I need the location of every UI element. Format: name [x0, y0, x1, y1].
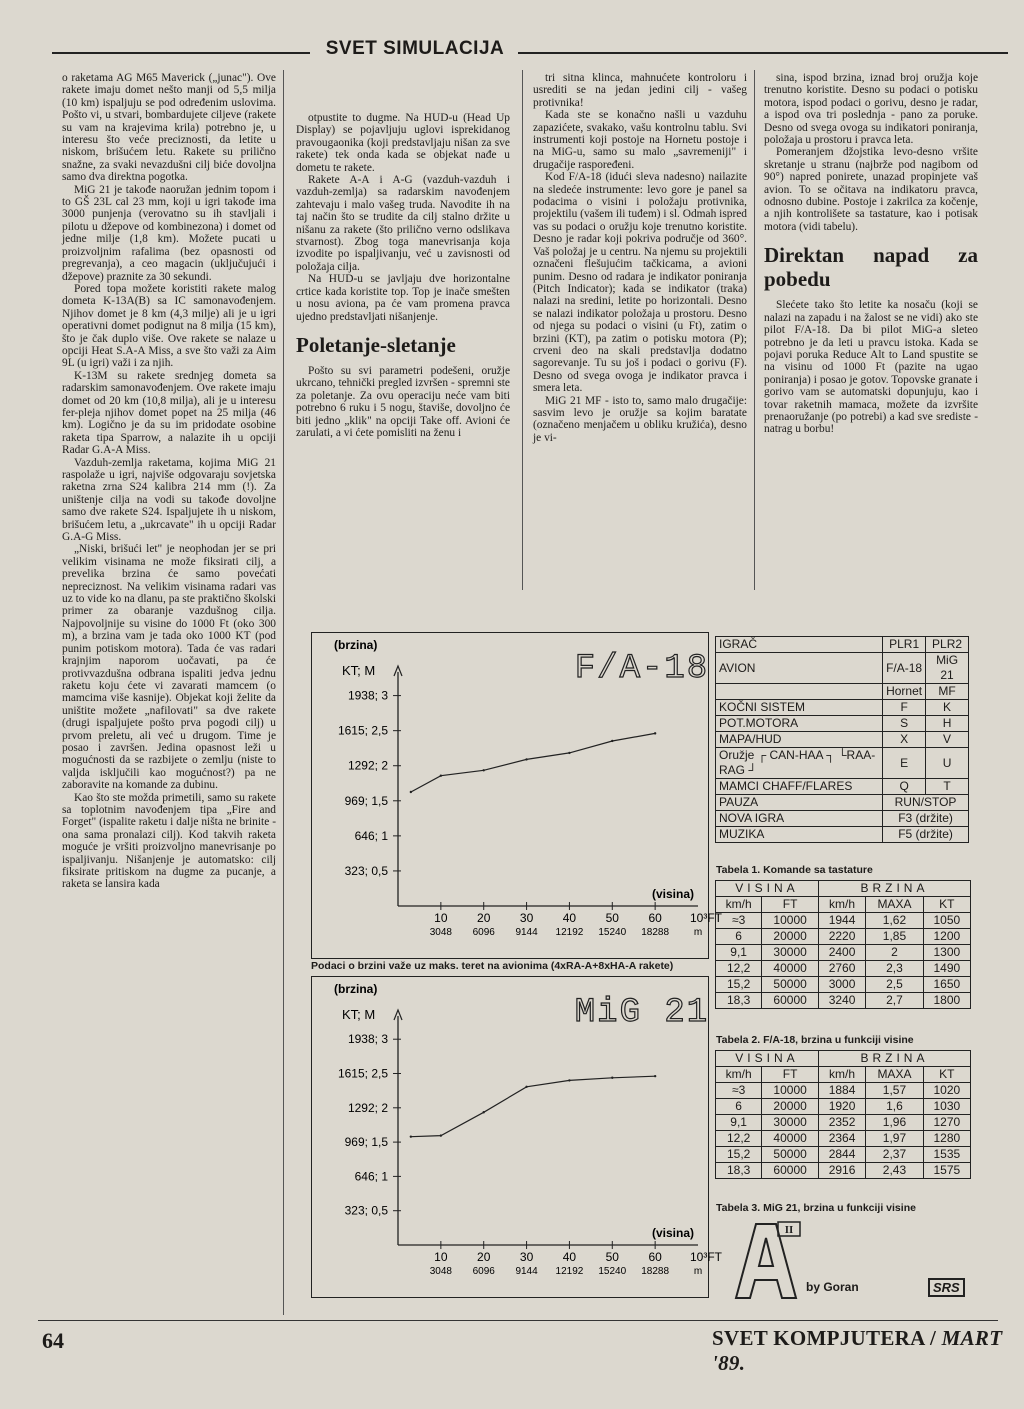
paragraph: „Niski, brišući let" je neophodan jer se pri velikim visinama ne može fiksirati cilj, a prevelika brzina će samo povećati nepreciznost. Na velikim visinama radari vas uz to vide ko na dlanu, pa ste praktično školski primer za obaranje vazdušnog cilja. Najpovoljnije su visine do 1000 Ft (oko 300 m), a brzina vam je tada oko 1000 KT (pod punim potiskom motora). Tada će vas radari krajnjim naporom uočavati, pa će protivvazdušna odbrana ispaliti jedva jednu raketu koju ćete vi zavarati mamcem (o mamcima više kasnije). Objekat koji želite da uništite možete „nafilovati" sa dve rakete (drugi ispaljujete pošto prva pogodi cilj) u prvom preletu, ali već u drugom. Time je posao i završen. Jedina opasnost leži u mogućnosti da se razbijete o zemlju (niste to valjda isključili kao mogućnost?) pa ne zaboravite na komande za dubinu. [62, 543, 276, 792]
table-cell: PLR2 [926, 637, 969, 653]
table-row [716, 637, 969, 653]
table-cell: 12,2 [716, 1131, 762, 1147]
x-tick-label: 40 [562, 1250, 577, 1264]
table-column-header: FT [762, 897, 819, 913]
column-divider [754, 70, 755, 590]
table-column-header: km/h [716, 1067, 762, 1083]
table-row [716, 1147, 971, 1163]
y-axis-unit: KT; M [342, 1007, 376, 1022]
data-point [483, 1111, 485, 1113]
article-column-4 [764, 72, 978, 612]
table-cell: 2,37 [866, 1147, 924, 1163]
x-meter-label: 9144 [515, 1266, 538, 1277]
y-tick-label: 323; 0,5 [344, 863, 388, 878]
table-column-header: km/h [716, 897, 762, 913]
table-cell: F [883, 700, 926, 716]
x-tick-label: 10³FT [689, 911, 723, 925]
table-cell: 10000 [762, 1083, 819, 1099]
ace-logo-icon [728, 1218, 804, 1302]
table-cell: F5 (držite) [883, 827, 969, 843]
table-row [716, 913, 971, 929]
table-row [716, 779, 969, 795]
table-header-row [716, 897, 971, 913]
table-cell: 3000 [818, 977, 865, 993]
table1-caption: Tabela 1. Komande sa tastature [716, 864, 873, 876]
table-cell: 15,2 [716, 1147, 762, 1163]
table-column-header: KT [923, 897, 970, 913]
column-divider [283, 70, 284, 1315]
table-cell: 50000 [762, 977, 819, 993]
table-cell: S [883, 716, 926, 732]
subheading-poletanje: Poletanje-sletanje [296, 332, 456, 357]
table-cell: 1,57 [866, 1083, 924, 1099]
x-tick-label: 10 [434, 911, 448, 925]
footer-rule [38, 1320, 998, 1321]
table-cell: K [926, 700, 969, 716]
paragraph: Kao što ste možda primetili, samo su rakete sa toplotnim navođenjem tipa „Fire and Forget" (ispalite raketu i dalje ništa ne brinite - ona sama pronalazi cilj). Kod takvih raketa moguće je vršiti proizvoljno manevrisanje po ispaljivanju. Nišanjenje je automatsko: cilj fiksirate pritiskom na dugme za pucanje, a raketa se lansira kada [62, 791, 276, 891]
table-column-header: KT [923, 1067, 970, 1083]
table-cell: MAMCI CHAFF/FLARES [716, 779, 883, 795]
table-cell: 40000 [762, 961, 819, 977]
table-cell: 40000 [762, 1131, 819, 1147]
data-point [525, 1086, 527, 1088]
table-cell: NOVA IGRA [716, 811, 883, 827]
table-cell: 2916 [818, 1163, 865, 1179]
data-point [568, 1079, 570, 1081]
section-title: SVET SIMULACIJA [315, 38, 515, 60]
table-cell: 2,3 [866, 961, 924, 977]
table-cell: 1800 [923, 993, 970, 1009]
x-tick-label: 60 [648, 1250, 662, 1264]
x-meter-label: m [693, 1266, 703, 1277]
table-cell: F/A-18 [883, 653, 926, 684]
paragraph: Kod F/A-18 (idući sleva nadesno) nailazite na sledeće instrumente: levo gore je panel sa podacima o visini i položaju protivnika, projektilu (vašem ili tuđem) i sl. Odmah ispred vas su podaci o oružju koje trenutno koristite. Desno je radar koji pokriva područje od 360°. Vaš položaj je u centru. Na njemu su projektili označeni flešujućim tačkicama, a avioni punim. Desno od radara je indikator poniranja (Pitch Indicator); kada se indikator (traka) nalazi na sredini, letite po horizontali. Desno se nalazi indikator položaja u prostoru. Desno od njega su podaci o visini (u Ft), zatim o brzini (KT), pa zatim o potisku motora (P); crveni deo na skali predstavlja dodatno sagorevanje. Tu su još i podaci o gorivu (F). Desno od svega ovoga je indikator pravca i smera leta. [533, 171, 747, 395]
table-column-header: MAXA [866, 1067, 924, 1083]
table-cell: 2,7 [866, 993, 924, 1009]
table-cell: E [883, 748, 926, 779]
x-tick-label: 20 [477, 1250, 491, 1264]
table-row [716, 653, 969, 684]
table-cell: ≈3 [716, 1083, 762, 1099]
table-cell: Oružje ┌ CAN-HAA ┐ └RAA-RAG ┘ [716, 748, 883, 779]
table-cell: 2,43 [866, 1163, 924, 1179]
table3-caption: Tabela 3. MiG 21, brzina u funkciji visine [716, 1202, 916, 1214]
table-cell: 2220 [818, 929, 865, 945]
table-row [716, 795, 969, 811]
chart-title: MiG 21 [574, 994, 710, 1032]
y-tick-label: 1292; 2 [347, 758, 388, 773]
x-tick-label: 40 [562, 911, 577, 925]
table-cell: IGRAČ [716, 637, 883, 653]
y-axis-label: (brzina) [334, 982, 378, 996]
x-meter-label: 15240 [598, 927, 627, 938]
table-cell: 1,97 [866, 1131, 924, 1147]
table-cell: 1,6 [866, 1099, 924, 1115]
table-cell: V [926, 732, 969, 748]
table-row [716, 1115, 971, 1131]
data-series-line [411, 733, 655, 792]
y-tick-label: 1292; 2 [347, 1100, 388, 1115]
table-cell: 30000 [762, 945, 819, 961]
table-row [716, 1163, 971, 1179]
paragraph: Kada ste se konačno našli u vazduhu zapazićete, svakako, vašu kontrolnu tablu. Svi instrumenti koji postoje na Hornetu postoje i na MiG-u, samo su malo „savremeniji" i drugačije raspoređeni. [533, 109, 747, 171]
table-cell: 1200 [923, 929, 970, 945]
data-point [410, 791, 412, 793]
data-point [525, 758, 527, 760]
article-column-2 [296, 112, 510, 602]
paragraph: Pored topa možete koristiti rakete malog dometa K-13A(B) sa IC samonavođenjem. Njihov domet je 8 km (4,3 milje) ali je u igri operativni domet podignut na 8 milja (15 km), što je čak duplo više. Ove rakete se nalaze u opciji Heat S.A-A Miss, a sve što važi za Aim 9L (u igri) važi i za njih. [62, 282, 276, 370]
table-cell: 60000 [762, 1163, 819, 1179]
table-row [716, 961, 971, 977]
x-meter-label: 12192 [555, 1266, 584, 1277]
table-cell: 1650 [923, 977, 970, 993]
table-cell: 1030 [923, 1099, 970, 1115]
x-meter-label: 15240 [598, 1266, 627, 1277]
magazine-issue: MART '89. [712, 1326, 1003, 1375]
x-tick-label: 50 [605, 1250, 619, 1264]
table-cell: 1050 [923, 913, 970, 929]
table-cell: 20000 [762, 929, 819, 945]
data-point [654, 732, 656, 734]
y-tick-label: 1938; 3 [347, 1032, 388, 1047]
table-cell: H [926, 716, 969, 732]
table-cell: 1535 [923, 1147, 970, 1163]
table-column-header: km/h [818, 1067, 865, 1083]
table-cell: 1300 [923, 945, 970, 961]
table-cell: T [926, 779, 969, 795]
table-cell: 10000 [762, 913, 819, 929]
y-tick-label: 1615; 2,5 [337, 723, 388, 738]
y-tick-label: 969; 1,5 [344, 793, 388, 808]
paragraph: tri sitna klinca, mahnućete kontroloru i usrediti se na jedan jedini cilj - vašeg protivnika! [533, 72, 747, 109]
x-tick-label: 30 [519, 911, 534, 925]
table-cell: Q [883, 779, 926, 795]
table-cell: 2 [866, 945, 924, 961]
table-cell: 18,3 [716, 993, 762, 1009]
table-cell: POT.MOTORA [716, 716, 883, 732]
table-row [716, 684, 969, 700]
x-meter-label: 3048 [429, 1266, 452, 1277]
data-point [611, 740, 613, 742]
paragraph: MiG 21 je takođe naoružan jednim topom i to GŠ 23L cal 23 mm, koji u igri takođe ima 3000 punjenja (verovatno su ih stavljali i pilotu u džepove od kombinezona) i domet od jedne milje (1,8 km). Možete pucati u proizvoljnim rafalima (bez opasnosti od pregrevanja), a ceo magacin (uključujući i džepove) praznite za 30 sekundi. [62, 183, 276, 283]
table-column-header: FT [762, 1067, 819, 1083]
x-tick-label: 10 [434, 1250, 448, 1264]
y-tick-label: 1615; 2,5 [337, 1066, 388, 1081]
table-row [716, 993, 971, 1009]
table-cell: 1575 [923, 1163, 970, 1179]
speed-table-mig21 [715, 1050, 971, 1179]
data-point [440, 1134, 442, 1136]
table-cell: AVION [716, 653, 883, 684]
paragraph: Pošto su svi parametri podešeni, oružje ukrcano, tehnički pregled izvršen - spremni ste za poletanje. Za ovu operaciju neće vam biti potrebno 6 ruku i 5 nogu, štaviše, dovoljno će biti jedno „klik" na opciji Take off. Avioni će zarulati, a vi ćete pomisliti na ženu i [296, 364, 510, 439]
y-tick-label: 323; 0,5 [344, 1203, 388, 1218]
table-header-row [716, 881, 971, 897]
table-row [716, 1099, 971, 1115]
y-tick-label: 1938; 3 [347, 688, 388, 703]
table-cell: U [926, 748, 969, 779]
table-cell: PLR1 [883, 637, 926, 653]
table-row [716, 811, 969, 827]
paragraph: Slećete tako što letite ka nosaču (koji se nalazi na zapadu i na žalost se ne vidi) ako ste pilot F/A-18. Da bi pilot MiG-a sleteo potrebno je da leti u pravcu istoka. Kada se pojavi poruka Reduce Alt to Land spustite se na visinu od 1000 Ft (pazite na ugao poniranja) i posao je gotov. Topovske granate i gorivo vam se automatski dopunjuju, kao i tovar raketnih mamaca, možete da izvršite prenaoružanje (po potrebi) a kad sve srediste - natrag u borbu! [764, 299, 978, 436]
x-meter-label: 9144 [515, 927, 538, 938]
x-axis-label: (visina) [651, 1226, 694, 1240]
x-meter-label: 3048 [429, 927, 452, 938]
data-point [654, 1075, 656, 1077]
table-cell: 1884 [818, 1083, 865, 1099]
page-number: 64 [42, 1328, 64, 1353]
table-cell: 2400 [818, 945, 865, 961]
paragraph: Vazduh-zemlja raketama, kojima MiG 21 raspolaže u igri, najviše odgovaraju sovjetska raketna zrna S24 kalibra 214 mm (!). Za uništenje cilja na vodi su takođe dovoljne samo dve rakete S24. Ispaljujete ih u niskom, brišućem letu, a „ukrcavate" ih u opciji Radar G.A-G Miss. [62, 456, 276, 544]
table-group-header: VISINA [716, 1051, 819, 1067]
table-cell: 2,5 [866, 977, 924, 993]
table-cell: 1,96 [866, 1115, 924, 1131]
table-header-row [716, 1051, 971, 1067]
table-cell: 3240 [818, 993, 865, 1009]
table-cell: 1920 [818, 1099, 865, 1115]
table-cell: MUZIKA [716, 827, 883, 843]
table-cell: ≈3 [716, 913, 762, 929]
table-cell: 60000 [762, 993, 819, 1009]
table-cell: 50000 [762, 1147, 819, 1163]
header-rule-right [518, 52, 1008, 54]
table-cell: 1944 [818, 913, 865, 929]
table-row [716, 732, 969, 748]
y-axis-label: (brzina) [334, 638, 378, 652]
y-tick-label: 646; 1 [354, 1169, 388, 1184]
magazine-badge: SRS [928, 1278, 965, 1297]
x-tick-label: 60 [648, 911, 662, 925]
table-cell [716, 684, 883, 700]
data-point [568, 752, 570, 754]
paragraph: MiG 21 MF - isto to, samo malo drugačije: sasvim levo je oružje sa kojim baratate (označeno menjačem u obliku kružića), desno je vi- [533, 394, 747, 444]
chart-caption: Podaci o brzini važe uz maks. teret na avionima (4xRA-A+8xHA-A rakete) [311, 960, 674, 972]
table-row [716, 716, 969, 732]
paragraph: sina, ispod brzina, iznad broj oružja koje trenutno koristite. Desno su podaci o potisku motora, ispod podaci o gorivu, desno je radar, a ispod ova tri poslednja - pano za poruke. Desno od svega ovoga su indikatori poniranja, položaja u prostoru i pravca leta. [764, 72, 978, 147]
table-cell: 2352 [818, 1115, 865, 1131]
table-cell: X [883, 732, 926, 748]
table-group-header: BRZINA [818, 1051, 970, 1067]
x-tick-label: 50 [605, 911, 619, 925]
table-cell: 18,3 [716, 1163, 762, 1179]
table-cell: MAPA/HUD [716, 732, 883, 748]
y-tick-label: 646; 1 [354, 828, 388, 843]
data-series-line [411, 1076, 655, 1137]
table-cell: 1,85 [866, 929, 924, 945]
x-tick-label: 30 [519, 1250, 534, 1264]
data-point [410, 1135, 412, 1137]
table-row [716, 700, 969, 716]
x-meter-label: 12192 [555, 927, 584, 938]
data-point [611, 1077, 613, 1079]
table-cell: 15,2 [716, 977, 762, 993]
table-cell: 1,62 [866, 913, 924, 929]
x-meter-label: 6096 [472, 927, 495, 938]
table-cell: MiG 21 [926, 653, 969, 684]
svg-text:II: II [784, 1224, 794, 1236]
table-row [716, 977, 971, 993]
paragraph: Na HUD-u se javljaju dve horizontalne crtice kada koristite top. Top je inače smešten u nosu aviona, pa će vam promena pravca ujedno predstavljati nišanjenje. [296, 273, 510, 323]
paragraph: Pomeranjem džojstika levo-desno vršite skretanje u stranu (najbrže pod nagibom od 90°) napred ponirete, unazad propinjete vaš avion. To se očitava na indikatoru pravca, odnosno dubine. Postoje i zakrilca za kočenje, a njih kontrolišete sa tastature, kao i potisak motora (vidi tabelu). [764, 146, 978, 233]
header-rule-left [52, 52, 310, 54]
x-meter-label: 18288 [641, 927, 670, 938]
table-column-header: MAXA [866, 897, 924, 913]
table-cell: 2844 [818, 1147, 865, 1163]
table-column-header: km/h [818, 897, 865, 913]
paragraph: K-13M su rakete srednjeg dometa sa radarskim samonavođenjem. Ove rakete imaju domet od 20 km (10,8 milja), ali je u interesu fer-pleja njihov domet popet na 25 milja (46 km). Logično je da su im pridodate osobine raketa tipa Sparrow, a nalazite ih u opciji Radar G.A-A Miss. [62, 369, 276, 457]
table-cell: 6 [716, 929, 762, 945]
table-cell: 2760 [818, 961, 865, 977]
table-cell: 12,2 [716, 961, 762, 977]
table-cell: 1270 [923, 1115, 970, 1131]
table-cell: RUN/STOP [883, 795, 969, 811]
table-cell: KOČNI SISTEM [716, 700, 883, 716]
paragraph: Rakete A-A i A-G (vazduh-vazduh i vazduh-zemlja) sa radarskim navođenjem zahtevaju i malo vašeg truda. Navodite ih na taj način što se trudite da cilj stalno držite u nišanu za rakete (što prilično verno odslikava stvarnost). Zbog toga manevrisanja koja izvodite po ispaljivanju, već u zavisnosti od položaja cilja. [296, 174, 510, 273]
x-meter-label: m [693, 927, 703, 938]
table-cell: PAUZA [716, 795, 883, 811]
y-tick-label: 969; 1,5 [344, 1135, 388, 1150]
x-meter-label: 6096 [472, 1266, 495, 1277]
article-column-3 [533, 72, 747, 602]
data-point [440, 775, 442, 777]
table-cell: 9,1 [716, 945, 762, 961]
table-row [716, 748, 969, 779]
column-divider [522, 70, 523, 590]
chart-title: F/A-18 [574, 650, 710, 688]
subheading-direktan-napad: Direktan napad za pobedu [764, 243, 978, 292]
table-row [716, 929, 971, 945]
table-cell: 30000 [762, 1115, 819, 1131]
table-row [716, 1083, 971, 1099]
table-cell: 9,1 [716, 1115, 762, 1131]
x-meter-label: 18288 [641, 1266, 670, 1277]
table-group-header: VISINA [716, 881, 819, 897]
table-cell: 1020 [923, 1083, 970, 1099]
table-cell: F3 (držite) [883, 811, 969, 827]
x-tick-label: 10³FT [689, 1250, 723, 1264]
table-header-row [716, 1067, 971, 1083]
table-row [716, 945, 971, 961]
article-column-1 [62, 72, 276, 1312]
table-cell: 20000 [762, 1099, 819, 1115]
paragraph: o raketama AG M65 Maverick („junac"). Ove rakete imaju domet nešto manji od 5,5 milja (10 km) ispaljuju se pod određenim uslovima. Pošto vi, u stvari, bombardujete ciljeve (rakete su vam na krajevima krila) potrebno je, u interesu što veće preciznosti, da letite u niskom, brišućem letu. Rakete su prilično snažne, za svaki nevazdušni cilj biće dovoljna samo dva direktna pogotka. [62, 72, 276, 184]
table-cell: Hornet [883, 684, 926, 700]
paragraph: otpustite to dugme. Na HUD-u (Head Up Display) se pojavljuju uglovi isprekidanog pravougaonika (koji predstavljaju nišan za sve rakete) tek onda kada se objekat nađe u dometu te rakete. [296, 112, 510, 174]
data-point [483, 769, 485, 771]
table-group-header: BRZINA [818, 881, 970, 897]
table-cell: 1280 [923, 1131, 970, 1147]
controls-table [715, 636, 969, 843]
table-cell: 1490 [923, 961, 970, 977]
x-axis-label: (visina) [651, 887, 694, 901]
table-cell: MF [926, 684, 969, 700]
y-axis-unit: KT; M [342, 663, 376, 678]
table2-caption: Tabela 2. F/A-18, brzina u funkciji visine [716, 1034, 914, 1046]
magazine-name: SVET KOMPJUTERA / [712, 1326, 937, 1350]
table-row [716, 1131, 971, 1147]
table-cell: 6 [716, 1099, 762, 1115]
chart-mig21 [311, 976, 723, 1298]
chart-fa18 [311, 632, 723, 959]
byline: by Goran [806, 1280, 859, 1294]
magazine-footer [712, 1326, 1024, 1376]
x-tick-label: 20 [477, 911, 491, 925]
speed-table-fa18 [715, 880, 971, 1009]
table-row [716, 827, 969, 843]
table-cell: 2364 [818, 1131, 865, 1147]
